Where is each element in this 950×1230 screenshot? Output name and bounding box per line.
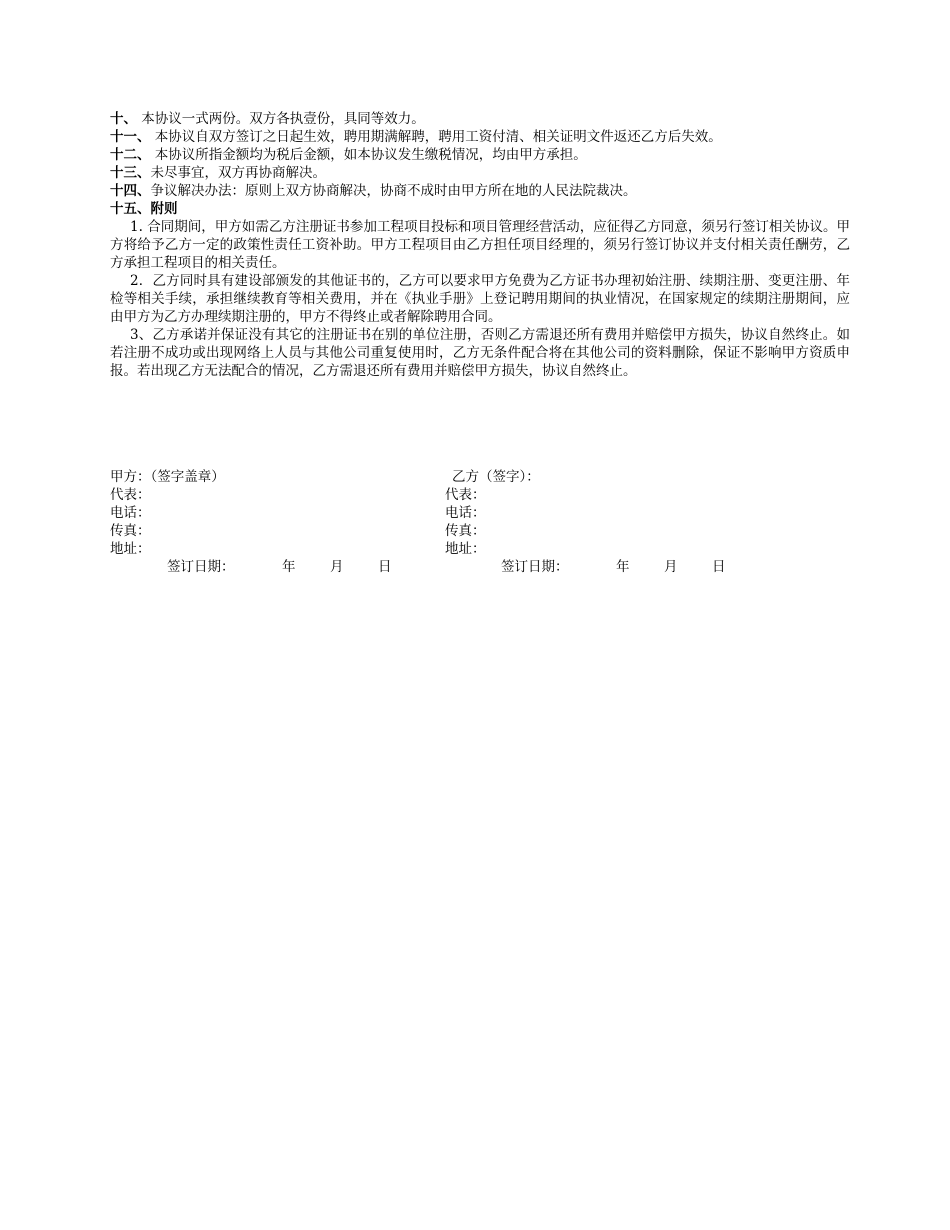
party-a-label: 甲方：（签字盖章） <box>110 469 225 485</box>
party-b-label: 乙方（签字）： <box>452 469 540 485</box>
phone-row <box>110 504 850 522</box>
day-label: 日 <box>712 559 726 575</box>
day-label: 日 <box>378 559 392 575</box>
party-a-representative-label: 代表： <box>110 487 151 503</box>
year-label: 年 <box>282 559 296 575</box>
document-body <box>110 110 850 380</box>
clause-10 <box>110 110 850 128</box>
clause-number: 十、 <box>110 111 137 127</box>
party-a-address-label: 地址： <box>110 541 151 557</box>
party-a-phone-label: 电话： <box>110 505 151 521</box>
clause-13 <box>110 164 850 182</box>
party-b-signing-date <box>501 558 726 576</box>
clause-number: 十五、附则 <box>110 201 178 217</box>
clause-text: 本协议所指金额均为税后金额，如本协议发生缴税情况，均由甲方承担。 <box>150 147 587 163</box>
address-row <box>110 540 850 558</box>
clause-15-heading <box>110 200 850 218</box>
clause-number: 十三、 <box>110 165 151 181</box>
clause-12 <box>110 146 850 164</box>
party-b-fax-label: 传真： <box>445 523 486 539</box>
representative-row <box>110 486 850 504</box>
party-row <box>110 468 850 486</box>
signature-block <box>110 468 850 576</box>
clause-14 <box>110 182 850 200</box>
month-label: 月 <box>664 559 678 575</box>
party-b-address-label: 地址： <box>445 541 486 557</box>
signing-date-label: 签订日期： <box>501 559 569 575</box>
appendix-item-3: 3、乙方承诺并保证没有其它的注册证书在别的单位注册，否则乙方需退还所有费用并赔偿甲方损失，协议自然终止。如若注册不成功或出现网络上人员与其他公司重复使用时，乙方无条件配合将在其他公司的资料删除，保证不影响甲方资质申报。若出现乙方无法配合的情况，乙方需退还所有费用并赔偿甲方损失，协议自然终止。 <box>110 327 850 379</box>
clause-text: 未尽事宜，双方再协商解决。 <box>150 165 326 181</box>
clause-text: 本协议自双方签订之日起生效，聘用期满解聘，聘用工资付清、相关证明文件返还乙方后失效。 <box>150 129 722 145</box>
clause-number: 十四、 <box>110 183 151 199</box>
clause-text: 争议解决办法：原则上双方协商解决，协商不成时由甲方所在地的人民法院裁决。 <box>150 183 637 199</box>
month-label: 月 <box>330 559 344 575</box>
signing-date-row <box>110 558 850 576</box>
party-a-fax-label: 传真： <box>110 523 151 539</box>
appendix-item-2: 2．乙方同时具有建设部颁发的其他证书的，乙方可以要求甲方免费为乙方证书办理初始注册、续期注册、变更注册、年检等相关手续，承担继续教育等相关费用，并在《执业手册》上登记聘用期间的执业情况，在国家规定的续期注册期间，应由甲方为乙方办理续期注册的，甲方不得终止或者解除聘用合同。 <box>110 273 850 325</box>
appendix-item-1: 1. 合同期间，甲方如需乙方注册证书参加工程项目投标和项目管理经营活动，应征得乙方同意，须另行签订相关协议。甲方将给予乙方一定的政策性责任工资补助。甲方工程项目由乙方担任项目经理的，须另行签订协议并支付相关责任酬劳，乙方承担工程项目的相关责任。 <box>110 219 850 271</box>
signing-date-label: 签订日期： <box>167 559 235 575</box>
clause-11 <box>110 128 850 146</box>
party-a-signing-date <box>167 558 392 576</box>
clause-number: 十一、 <box>110 129 151 145</box>
year-label: 年 <box>616 559 630 575</box>
fax-row <box>110 522 850 540</box>
party-b-phone-label: 电话： <box>445 505 486 521</box>
clause-number: 十二、 <box>110 147 151 163</box>
clause-text: 本协议一式两份。双方各执壹份，具同等效力。 <box>137 111 425 127</box>
party-b-representative-label: 代表： <box>445 487 486 503</box>
